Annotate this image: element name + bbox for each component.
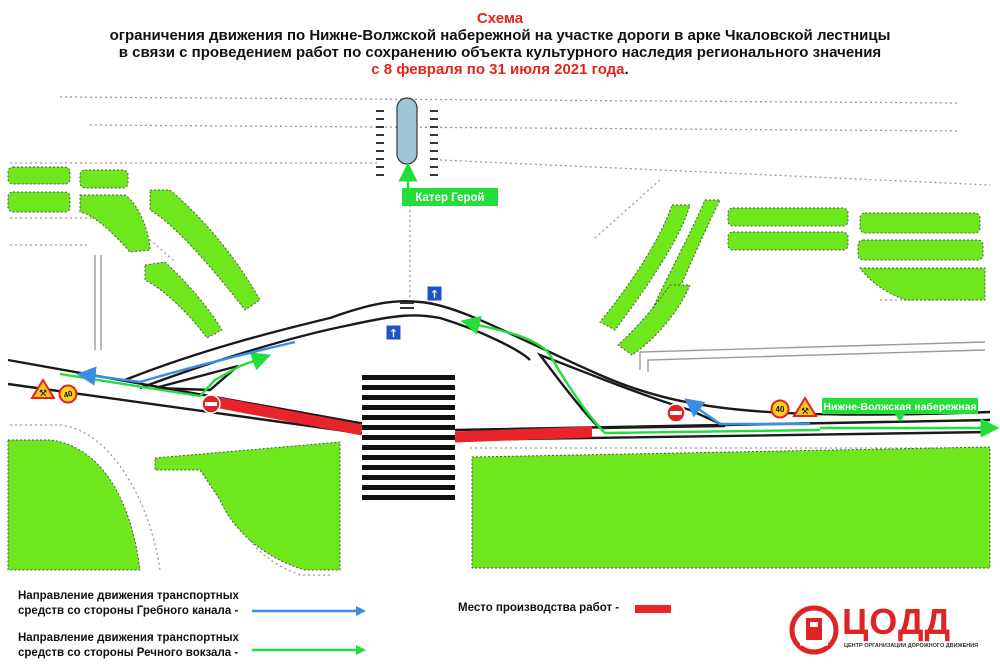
legend-work-text: Место производства работ - <box>458 602 620 614</box>
date-range-dot: . <box>624 61 629 78</box>
direction-sign-top-glyph: ↑ <box>429 288 440 301</box>
traffic-island-right <box>540 355 725 428</box>
legend-green-arrow <box>252 643 370 657</box>
scheme-subtitle-line1: ограничения движения по Нижне-Волжской набережной на участке дороги в арке Чкаловской лестницы <box>109 27 891 44</box>
no-entry-sign-right <box>667 404 685 422</box>
legend-green-line1: Направление движения транспортных <box>18 632 239 644</box>
grass-patch <box>8 440 140 570</box>
svg-text:⚒: ⚒ <box>800 407 810 417</box>
grass-patch <box>860 268 985 300</box>
legend-work-swatch <box>635 605 671 613</box>
no-entry-sign-left <box>202 395 220 413</box>
scheme-title: Схема <box>476 10 524 27</box>
direction-sign-middle-glyph: ↑ <box>388 327 399 340</box>
speed-limit-sign-left <box>60 386 77 403</box>
pedestrian-crossing <box>362 374 455 506</box>
grass-patch <box>728 208 848 226</box>
legend-blue-arrow <box>252 604 370 618</box>
main-road-upper-edge <box>8 360 990 430</box>
codd-logo <box>788 602 988 658</box>
speed-limit-left-value: 40 <box>62 388 74 400</box>
road-works-sign-right <box>794 398 816 417</box>
speed-limit-sign-right <box>772 401 789 418</box>
codd-emblem-icon <box>788 604 840 656</box>
grass-patch <box>860 213 980 233</box>
codd-logo-subtitle: ЦЕНТР ОРГАНИЗАЦИИ ДОРОЖНОГО ДВИЖЕНИЯ <box>844 643 979 649</box>
codd-logo-name: ЦОДД <box>842 601 952 642</box>
legend-blue-line2: средств со стороны Гребного канала - <box>18 605 239 617</box>
grass-patch <box>80 170 128 188</box>
arch-road-outer <box>125 301 990 414</box>
scheme-subtitle-line2: в связи с проведением работ по сохранению объекта культурного наследия регионального значения <box>118 44 882 61</box>
grass-patch <box>728 232 848 250</box>
grass-patch <box>858 240 983 260</box>
direction-sign-top <box>427 286 442 301</box>
speed-limit-right-value: 40 <box>775 405 785 414</box>
boat-icon <box>397 98 417 164</box>
grass-patch <box>8 192 70 212</box>
legend-blue-line1: Направление движения транспортных <box>18 590 239 602</box>
legend-blue <box>18 589 239 619</box>
grass-patch <box>155 442 340 570</box>
grass-patch <box>8 167 70 184</box>
legend-work <box>458 601 619 616</box>
direction-sign-middle <box>386 325 401 340</box>
grass-patch <box>472 447 990 568</box>
legend-green <box>18 631 239 661</box>
street-label-box <box>822 398 978 422</box>
road-edges <box>8 301 990 440</box>
grass-patch <box>145 262 222 338</box>
street-label: Нижне-Волжская набережная <box>823 401 977 413</box>
svg-text:⚒: ⚒ <box>38 389 48 399</box>
grass-patch <box>80 195 150 252</box>
date-range-text: с 8 февраля по 31 июля 2021 года <box>371 61 625 78</box>
legend-green-line2: средств со стороны Речного вокзала - <box>18 647 239 659</box>
boat-label-box <box>402 188 498 206</box>
boat-label: Катер Герой <box>415 192 485 204</box>
